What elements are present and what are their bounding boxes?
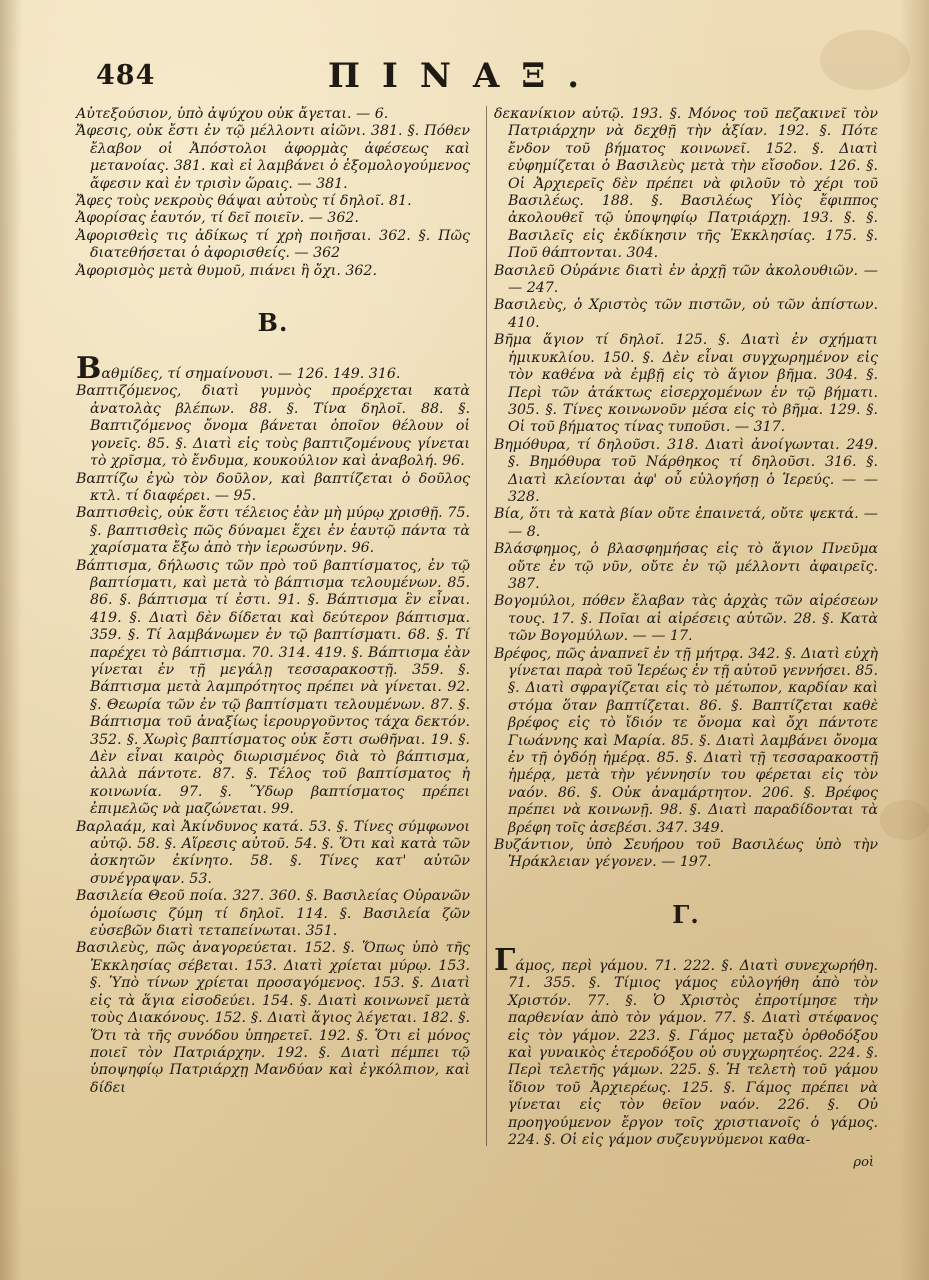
index-entry: Βασιλεὺς, πῶς ἀναγορεύεται. 152. §. Ὅπως ὑπὸ τῆς Ἐκκλησίας σέβεται. 153. Διατὶ χρίεται μύρῳ. 153. §. Ὑπὸ τίνων χρίεται προσαγόμενος. 153. §. Διατὶ εἰς τὰ ἅγια εἰσοδεύει. 154. §. Διατὶ κοινωνεῖ μετὰ τοὺς Διακόνους. 152. §. Διατὶ ἅγιος λέγεται. 182. §. Ὅτι τὰ τῆς συνόδου ὑπηρετεῖ. 192. §. Ὅτι εἰ μόνος ποιεῖ τὸν Πατριάρχην. 192. §. Διατὶ πέμπει τῷ ὑποψηφίῳ Πατριάρχῃ Μανδύαν καὶ ἐγκόλπιον, καὶ δίδει <box>76 940 470 1096</box>
index-entry: Βῆμα ἅγιον τί δηλοῖ. 125. §. Διατὶ ἐν σχήματι ἡμικυκλίου. 150. §. Δὲν εἶναι συγχωρημένον εἰς τὸν καθένα νὰ ἐμβῇ εἰς τὸ ἅγιον βῆμα. 304. §. Περὶ τῶν ἀτάκτως εἰσερχομένων ἐν τῷ βήματι. 305. §. Τίνες κοινωνοῦν μέσα εἰς τὸ βῆμα. 129. §. Οἱ τοῦ βήματος τίνας τυποῦσι. — 317. <box>494 332 878 436</box>
index-entry: Βάπτισμα, δήλωσις τῶν πρὸ τοῦ βαπτίσματος, ἐν τῷ βαπτίσματι, καὶ μετὰ τὸ βάπτισμα τελουμένων. 85. 86. §. βάπτισμα τί ἐστι. 91. §. Βάπτισμα ἓν εἶναι. 419. §. Διατὶ δὲν δίδεται καὶ δεύτερον βάπτισμα. 359. §. Τί λαμβάνωμεν ἐν τῷ βαπτίσματι. 68. §. Τί παρέχει τὸ βάπτισμα. 70. 314. 419. §. Βάπτισμα ἐὰν γίνεται ἐν τῇ μεγάλῃ τεσσαρακοστῇ. 359. §. Βάπτισμα μετὰ λαμπρότητος πρέπει νὰ γίνεται. 92. §. Θεωρία τῶν ἐν τῷ βαπτίσματι τελουμένων. 87. §. Βάπτισμα τοῦ ἀναξίως ἱερουργοῦντος τάχα δεκτόν. 352. §. Χωρὶς βαπτίσματος οὐκ ἔστι σωθῆναι. 19. §. Δὲν εἶναι καιρὸς διωρισμένος διὰ τὸ βάπτισμα, ἀλλὰ πάντοτε. 87. §. Τέλος τοῦ βαπτίσματος ἡ κοινωνία. 97. §. Ὕδωρ βαπτίσματος πρέπει ἐπιμελῶς νὰ μαζώνεται. 99. <box>76 557 470 818</box>
index-entry: Βασιλεὺς, ὁ Χριστὸς τῶν πιστῶν, οὐ τῶν ἀπίστων. 410. <box>494 297 878 331</box>
section-heading-g: Γ. <box>672 899 700 929</box>
index-entry <box>76 351 470 387</box>
index-entry-text: άμος, περὶ γάμου. 71. 222. §. Διατὶ συνεχωρήθη. 71. 355. §. Τίμιος γάμος εὐλογήθη ἀπὸ τὸν Χριστόν. 77. §. Ὁ Χριστὸς ἐπροτίμησε τὴν παρθενίαν ἀπὸ τὸν γάμον. 77. §. Διατὶ στέφανος εἰς τὸν γάμον. 223. §. Γάμος μεταξὺ ὀρθοδόξου καὶ γυναικὸς ἑτεροδόξου οὐ συγχωρητέος. 224. §. Περὶ τελετῆς γάμων. 225. §. Ἡ τελετὴ τοῦ γάμου ἴδιον τοῦ Ἀρχιερέως. 125. §. Γάμος πρέπει νὰ γίνεται εἰς τὸν θεῖον ναόν. 226. §. Οὐ προηγούμενον ἔργον τοῖς χριστιανοῖς ὁ γάμος. 224. §. Οἱ εἰς γάμον συζευγνύμενοι καθα- <box>508 957 878 1148</box>
index-entry-text: αθμίδες, τί σημαίνουσι. — 126. 149. 316. <box>101 366 401 383</box>
drop-cap: Β <box>76 351 102 387</box>
index-entry: Ἀφορίσας ἑαυτόν, τί δεῖ ποιεῖν. — 362. <box>76 210 359 227</box>
index-entry: Βρέφος, πῶς ἀναπνεῖ ἐν τῇ μήτρᾳ. 342. §. Διατὶ εὐχὴ γίνεται παρὰ τοῦ Ἱερέως ἐν τῇ αὐτοῦ γεννήσει. 85. §. Διατὶ σφραγίζεται εἰς τὸ μέτωπον, καρδίαν καὶ στόμα ὅταν βαπτίζεται. 86. §. Βαπτίζεται καθὲ βρέφος εἰς τὸ ἴδιόν τε ὄνομα καὶ ὄχι πάντοτε Γιωάννης καὶ Μαρία. 85. §. Διατὶ λαμβάνει ὄνομα ἐν τῇ ὀγδόῃ ἡμέρᾳ. 85. §. Διατὶ τῇ τεσσαρακοστῇ ἡμέρᾳ, μετὰ τὴν γέννησίν του φέρεται εἰς τὸν ναόν. 86. §. Οὐκ ἀναμάρτητον. 206. §. Βρέφος πρέπει νὰ κοινωνῇ. 98. §. Διατὶ παραδίδονται τὰ βρέφη τοῖς ἀσεβέσι. 347. 349. <box>494 645 878 836</box>
index-entry: Ἀφορισθεὶς τις ἀδίκως τί χρὴ ποιῆσαι. 362. §. Πῶς διατεθήσεται ὁ ἀφορισθείς. — 362 <box>76 227 470 262</box>
index-entry: Αὐτεξούσιον, ὑπὸ ἀψύχου οὐκ ἄγεται. — 6. <box>76 106 389 122</box>
index-entry: Βαπτίζω ἐγὼ τὸν δοῦλον, καὶ βαπτίζεται ὁ δοῦλος κτλ. τί διαφέρει. — 95. <box>76 470 470 504</box>
page-edge-shadow-left <box>0 0 22 1280</box>
catchword: ροὶ <box>853 1155 874 1171</box>
index-entry: Βία, ὅτι τὰ κατὰ βίαν οὔτε ἐπαινετά, οὔτε ψεκτά. — — 8. <box>494 506 878 540</box>
index-entry: Βαρλαάμ, καὶ Ἀκίνδυνος κατά. 53. §. Τίνες σύμφωνοι αὐτῷ. 58. §. Αἵρεσις αὐτοῦ. 54. §. Ὅτι καὶ κατὰ τῶν ἀσκητῶν ἐκίνητο. 58. §. Τίνες κατ' αὐτῶν συνέγραψαν. 53. <box>76 818 470 887</box>
index-entry: Βαπτισθεὶς, οὐκ ἔστι τέλειος ἐὰν μὴ μύρῳ χρισθῇ. 75. §. βαπτισθεὶς πῶς δύναμει ἔχει ἐν ἑαυτῷ πάντα τὰ χαρίσματα ἔξω ἀπὸ τὴν ἱερωσύνην. 96. <box>76 505 470 557</box>
column-divider <box>486 106 487 1146</box>
index-entry: Βαπτιζόμενος, διατὶ γυμνὸς προέρχεται κατὰ ἀνατολὰς βλέπων. 88. §. Τίνα δηλοῖ. 88. §. Βαπτιζόμενος ὄνομα βάνεται ὁποῖον θέλουν οἱ γονεῖς. 85. §. Διατὶ εἰς τοὺς βαπτιζομένους γίνεται τὸ χρῖσμα, τὸ ἔνδυμα, κουκούλιον καὶ ἀναβολή. 96. <box>76 383 470 470</box>
section-heading-b: Β. <box>257 308 289 338</box>
index-entry <box>494 942 878 1149</box>
index-entry: Βλάσφημος, ὁ βλασφημήσας εἰς τὸ ἅγιον Πνεῦμα οὔτε ἐν τῷ νῦν, οὔτε ἐν τῷ μέλλοντι ἀφαιρεῖς. 387. <box>494 541 878 592</box>
index-entry: Βογομύλοι, πόθεν ἔλαβαν τὰς ἀρχὰς τῶν αἱρέσεων τους. 17. §. Ποῖαι αἱ αἱρέσεις αὐτῶν. 28. §. Κατὰ τῶν Βογομύλων. — — 17. <box>494 593 878 645</box>
index-entry: Ἀφορισμὸς μετὰ θυμοῦ, πιάνει ἢ ὄχι. 362. <box>76 262 377 279</box>
index-entry: Ἄφες τοὺς νεκροὺς θάψαι αὐτοὺς τί δηλοῖ. 81. <box>76 193 412 210</box>
index-entry: δεκανίκιον αὐτῷ. 193. §. Μόνος τοῦ πεζακινεῖ τὸν Πατριάρχην νὰ δεχθῇ τὴν ἀξίαν. 192. §. Πότε ἔνδον τοῦ βήματος κοινωνεῖ. 152. §. Διατὶ εὐφημίζεται ὁ Βασιλεὺς μετὰ τὴν εἴσοδον. 126. §. Οἱ Ἀρχιερεῖς δὲν πρέπει νὰ φιλοῦν τὸ χέρι τοῦ Βασιλέως. 188. §. Βασιλέως Υἱὸς ἔφιππος ἀκολουθεῖ τῷ ὑποψηφίῳ Πατριάρχῃ. 193. §. §. Βασιλεῖς εἰς ἐκδίκησιν τῆς Ἐκκλησίας. 175. §. Ποῦ θάπτονται. 304. <box>494 106 878 262</box>
page-header <box>0 56 929 100</box>
index-entry: Βυζάντιον, ὑπὸ Σευήρου τοῦ Βασιλέως ὑπὸ τὴν Ἡράκλειαν γέγονεν. — 197. <box>494 837 878 871</box>
paper-stain <box>880 800 929 840</box>
page-number: 484 <box>96 60 156 91</box>
index-column-left <box>76 106 470 1097</box>
page-edge-shadow-right <box>899 0 929 1280</box>
drop-cap: Γ <box>494 942 516 978</box>
running-title: ΠΙΝΑΞ. <box>327 56 602 96</box>
index-entry: Βασιλεῦ Οὐράνιε διατὶ ἐν ἀρχῇ τῶν ἀκολουθιῶν. — — 247. <box>494 262 878 297</box>
index-entry: Βημόθυρα, τί δηλοῦσι. 318. Διατὶ ἀνοίγωνται. 249. §. Βημόθυρα τοῦ Νάρθηκος τί δηλοῦσι. 316. §. Διατὶ κλείονται ἀφ' οὗ εὐλογήσῃ ὁ Ἱερεύς. — — 328. <box>494 436 878 505</box>
index-entry: Ἄφεσις, οὐκ ἔστι ἐν τῷ μέλλοντι αἰῶνι. 381. §. Πόθεν ἔλαβον οἱ Ἀπόστολοι ἀφορμὰς ἀφέσεως καὶ μετανοίας. 381. καὶ εἰ λαμβάνει ὁ ἐξομολογούμενος ἄφεσιν καὶ ἐν τρισὶν ὥραις. — 381. <box>76 123 470 192</box>
index-entry: Βασιλεία Θεοῦ ποία. 327. 360. §. Βασιλείας Οὐρανῶν ὁμοίωσις ζύμη τί δηλοῖ. 114. §. Βασιλεία ζῶν εὐσεβῶν διατὶ τεταπείνωται. 351. <box>76 888 470 940</box>
index-column-right <box>494 106 878 1170</box>
